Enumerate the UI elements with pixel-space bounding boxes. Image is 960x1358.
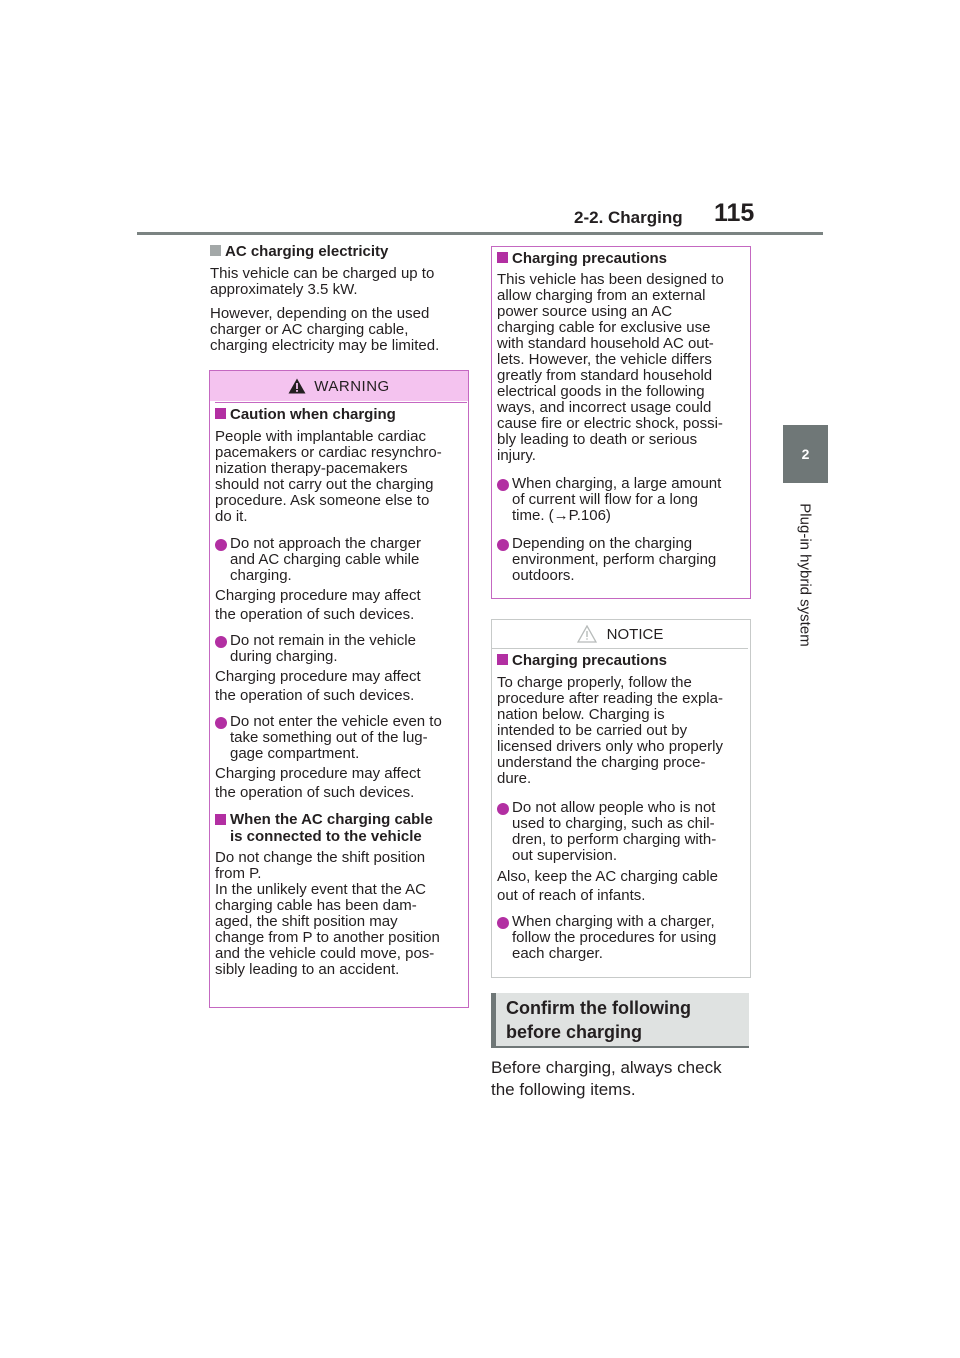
bullet-dot-icon bbox=[497, 539, 509, 551]
notice-header bbox=[492, 620, 748, 649]
section-title: 2-2. Charging bbox=[574, 208, 683, 227]
notice-bullet-2: When charging with a charger, follow the procedures for using each charger. bbox=[497, 914, 745, 962]
caution-intro: People with implantable cardiac pacemakers or cardiac resynchro- nization therapy-pacemakers should not carry out the charging procedure. Ask someone else to do it. bbox=[215, 428, 442, 525]
warning-label: WARNING bbox=[314, 377, 390, 395]
bullet-dot-icon bbox=[215, 717, 227, 729]
header-rule bbox=[137, 232, 823, 235]
warning-note-2: Charging procedure may affect the operation of such devices. bbox=[215, 668, 421, 704]
ac-charging-section bbox=[210, 243, 470, 354]
warning-note-1: Charging procedure may affect the operation of such devices. bbox=[215, 587, 421, 623]
warning-content bbox=[215, 406, 465, 978]
notice-note-1: Also, keep the AC charging cable out of reach of infants. bbox=[497, 868, 718, 904]
notice-bullet-1: Do not allow people who is not used to charging, such as chil- dren, to perform charging with- out supervision. bbox=[497, 800, 745, 864]
precautions-content bbox=[497, 250, 745, 584]
square-bullet-icon bbox=[497, 252, 508, 263]
bullet-dot-icon bbox=[497, 917, 509, 929]
bullet-dot-icon bbox=[215, 539, 227, 551]
warning-bullet-1: Do not approach the charger and AC charging cable while charging. bbox=[215, 536, 465, 584]
chapter-title: Plug-in hybrid system bbox=[796, 503, 814, 647]
warning-header bbox=[210, 371, 468, 401]
chapter-number: 2 bbox=[801, 446, 810, 462]
precautions-heading: Charging precautions bbox=[497, 250, 745, 267]
notice-intro: To charge properly, follow the procedure after reading the expla- nation below. Charging is intended to be carried out by licensed drivers only who properly understand the charging proce- dure. bbox=[497, 674, 723, 787]
warning-bullet-2: Do not remain in the vehicle during charging. bbox=[215, 633, 465, 665]
ac-charging-paragraph-2: However, depending on the used charger or AC charging cable, charging electricity may be limited. bbox=[210, 305, 440, 354]
caution-heading: Caution when charging bbox=[215, 406, 465, 423]
chapter-tab bbox=[783, 425, 828, 483]
precautions-intro: This vehicle has been designed to allow charging from an external power source using an AC charging cable for exclusive use with standard household AC out- lets. However, the vehicle differs greatly from standard household electrical goods in the following ways, and incorrect usage could cause fire or electric shock, possi- bly leading to death or serious injury. bbox=[497, 271, 724, 464]
square-bullet-icon bbox=[210, 245, 221, 256]
square-bullet-icon bbox=[215, 814, 226, 825]
notice-content bbox=[497, 652, 745, 962]
square-bullet-icon bbox=[497, 654, 508, 665]
square-bullet-icon bbox=[215, 408, 226, 419]
warning-divider bbox=[215, 402, 467, 403]
notice-triangle-icon bbox=[577, 625, 597, 643]
warning-triangle-icon bbox=[288, 378, 306, 394]
cable-connected-text: Do not change the shift position from P. In the unlikely event that the AC charging cable has been dam- aged, the shift position may change from P to another position and the vehicle could move, pos- sibly leading to an accident. bbox=[215, 849, 440, 978]
bullet-dot-icon bbox=[497, 803, 509, 815]
notice-label: NOTICE bbox=[606, 625, 664, 643]
cable-connected-heading: When the AC charging cable is connected to the vehicle bbox=[215, 811, 465, 845]
ac-charging-heading: AC charging electricity bbox=[210, 243, 470, 260]
confirm-title: Confirm the following before charging bbox=[506, 998, 691, 1042]
bullet-dot-icon bbox=[215, 636, 227, 648]
notice-heading: Charging precautions bbox=[497, 652, 745, 669]
precautions-bullet-1: When charging, a large amount of current will flow for a long time. (→P.106) bbox=[497, 476, 745, 524]
chapter-title-vertical bbox=[790, 490, 820, 660]
bullet-dot-icon bbox=[497, 479, 509, 491]
confirm-section-heading bbox=[491, 993, 749, 1048]
page-number: 115 bbox=[714, 199, 755, 227]
ac-charging-paragraph-1: This vehicle can be charged up to approximately 3.5 kW. bbox=[210, 265, 435, 298]
warning-bullet-3: Do not enter the vehicle even to take something out of the lug- gage compartment. bbox=[215, 714, 465, 762]
precautions-bullet-2: Depending on the charging environment, perform charging outdoors. bbox=[497, 536, 745, 584]
confirm-intro-text: Before charging, always check the following items. bbox=[491, 1058, 722, 1099]
warning-note-3: Charging procedure may affect the operation of such devices. bbox=[215, 765, 421, 801]
